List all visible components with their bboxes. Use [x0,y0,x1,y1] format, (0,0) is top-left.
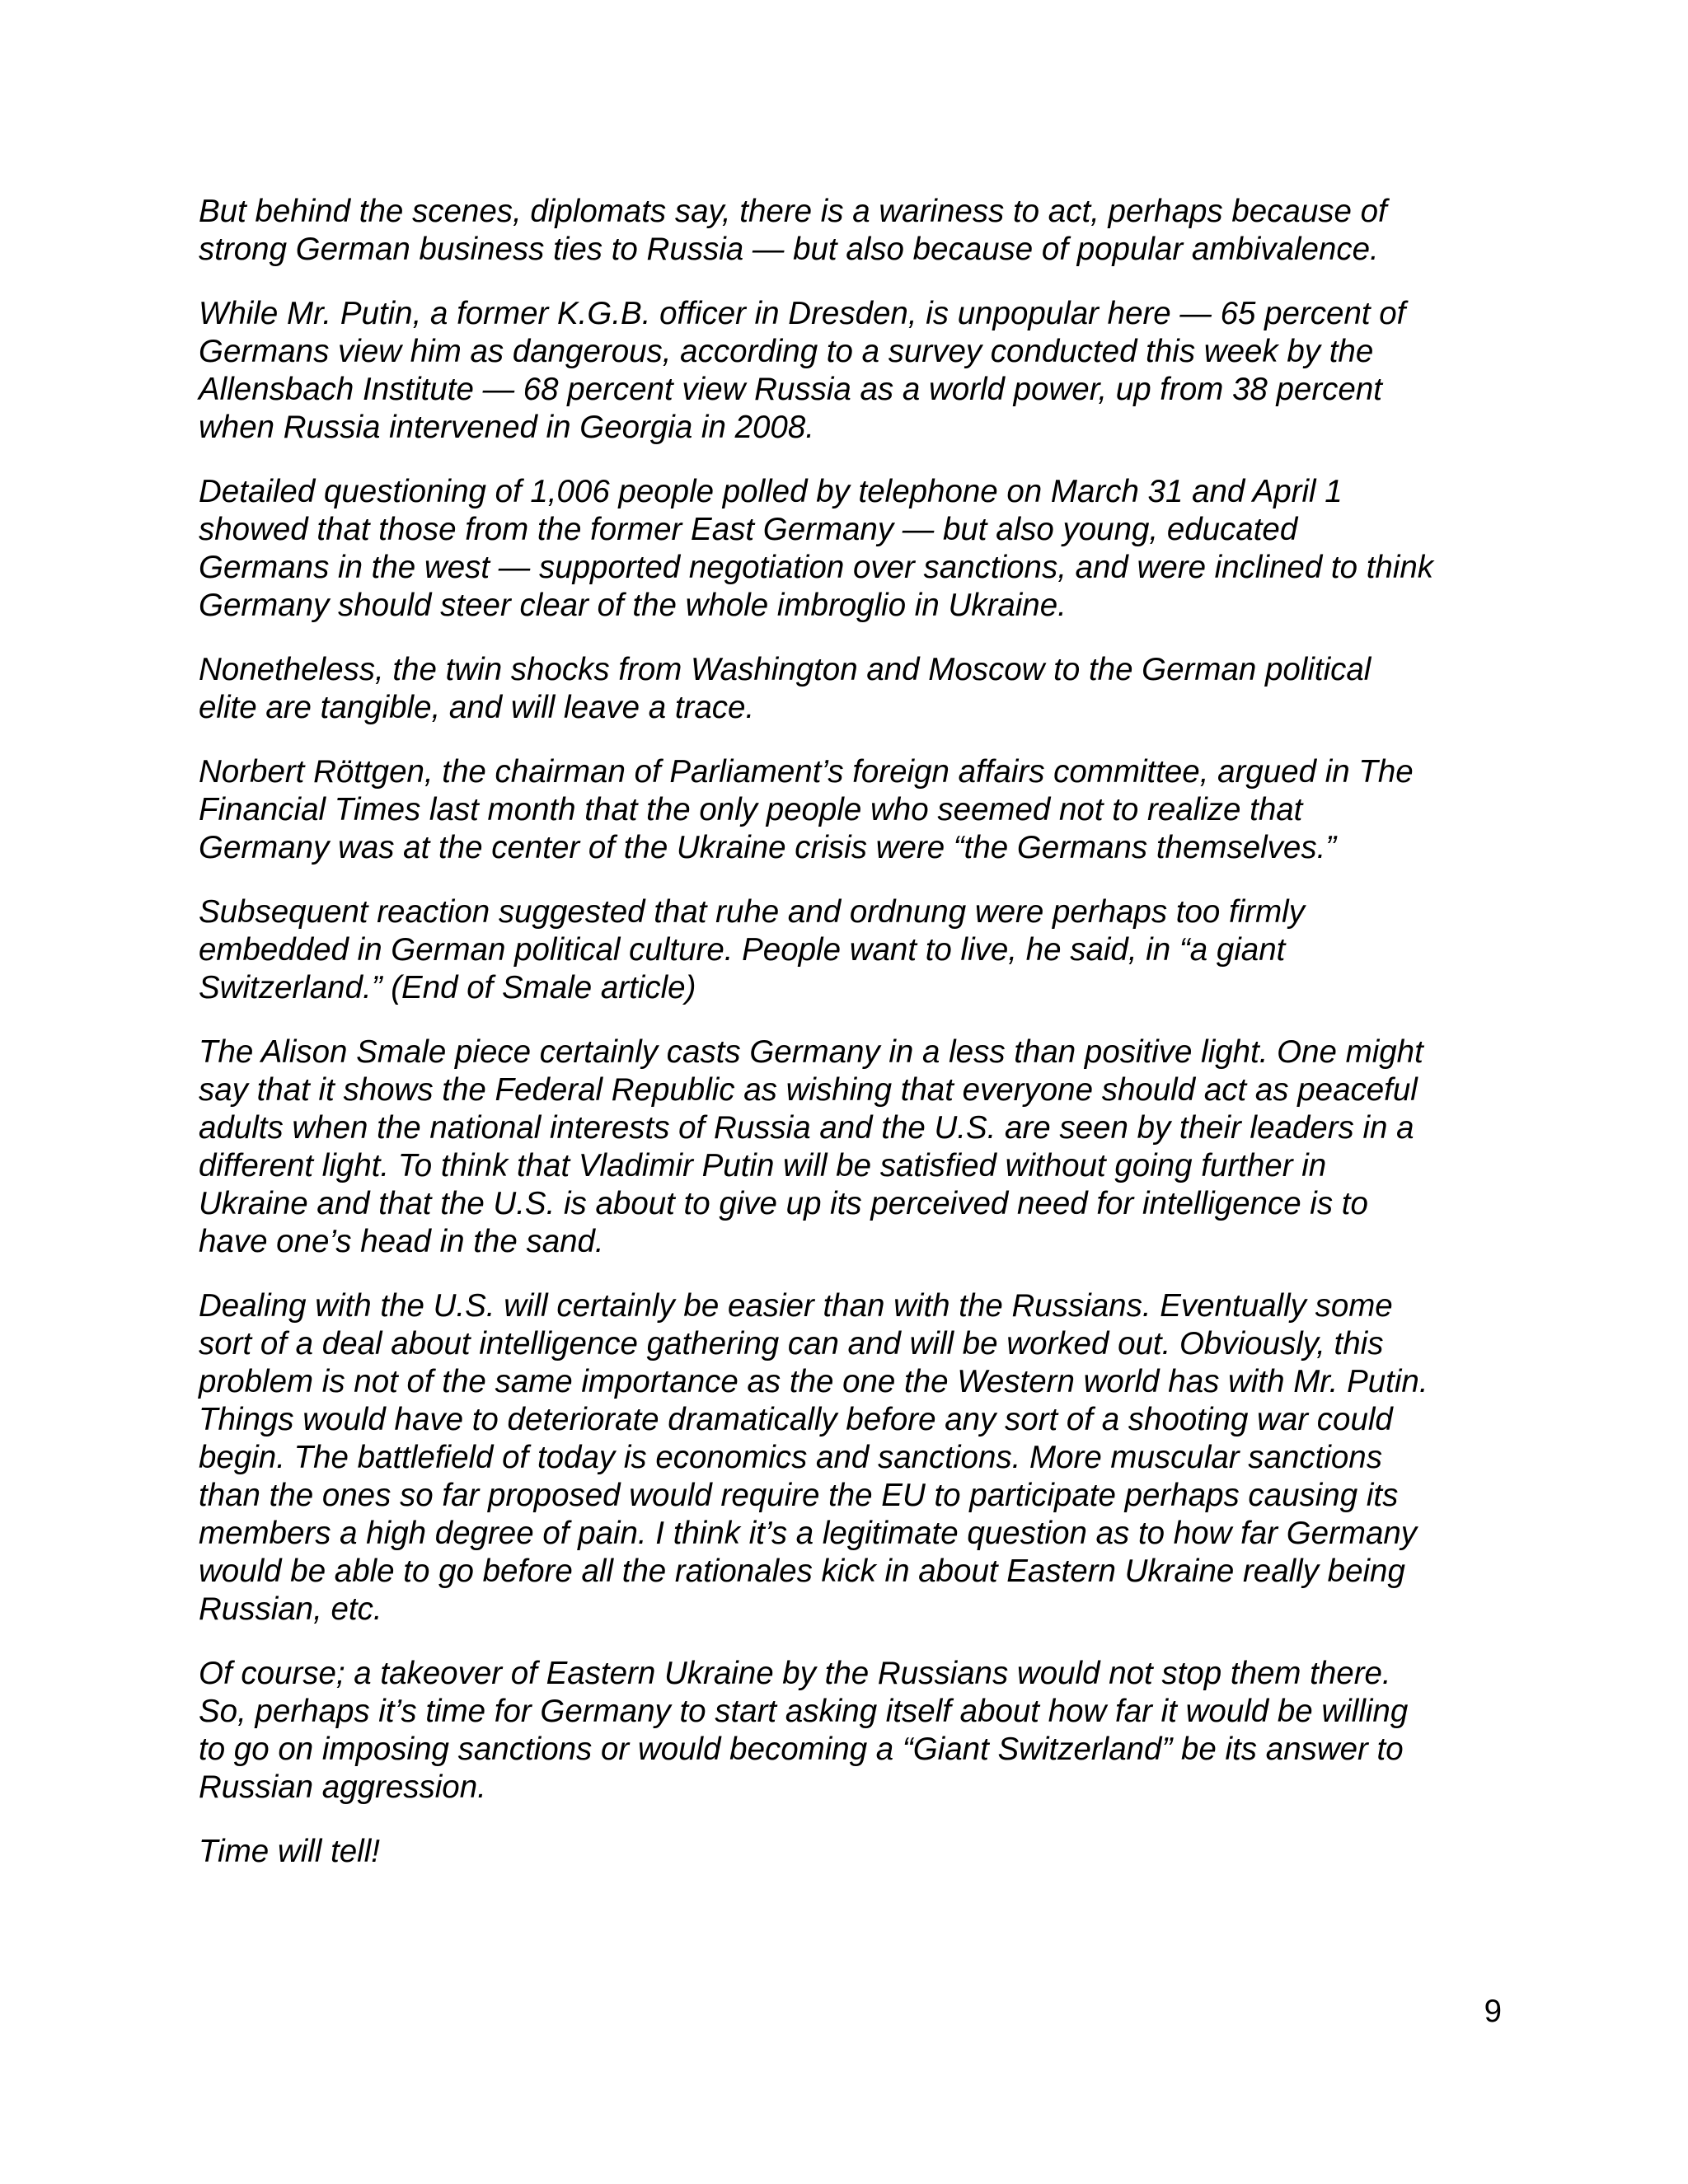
page-number: 9 [1484,1994,1502,2029]
paragraph: Detailed questioning of 1,006 people polled by telephone on March 31 and April 1 showed that those from the former East Germany — but also young, educated Germans in the west — supported negotiation over sanctions, and were inclined to think Germany should steer clear of the whole imbroglio in Ukraine. [199,474,1434,623]
paragraph: Subsequent reaction suggested that ruhe and ordnung were perhaps too firmly embedded in German political culture. People want to live, he said, in “a giant Switzerland.” (End of Smale article) [199,894,1305,1005]
paragraph: But behind the scenes, diplomats say, there is a wariness to act, perhaps because of strong German business ties to Russia — but also because of popular ambivalence. [199,194,1387,267]
document-body [199,193,1493,1897]
paragraph: Nonetheless, the twin shocks from Washington and Moscow to the German political elite are tangible, and will leave a trace. [199,652,1372,725]
paragraph: Time will tell! [199,1834,380,1869]
paragraph: While Mr. Putin, a former K.G.B. officer in Dresden, is unpopular here — 65 percent of Germans view him as dangerous, according to a survey conducted this week by the Allensbach Institute — 68 percent view Russia as a world power, up from 38 percent when Russia intervened in Georgia in 2008. [199,296,1406,445]
paragraph: Dealing with the U.S. will certainly be easier than with the Russians. Eventually some sort of a deal about intelligence gathering can and will be worked out. Obviously, this problem is not of the same importance as the one the Western world has with Mr. Putin. Things would have to deteriorate dramatically before any sort of a shooting war could begin. The battlefield of today is economics and sanctions. More muscular sanctions than the ones so far proposed would require the EU to participate perhaps causing its members a high degree of pain. I think it’s a legitimate question as to how far Germany would be able to go before all the rationales kick in about Eastern Ukraine really being Russian, etc. [199,1288,1428,1627]
paragraph: The Alison Smale piece certainly casts Germany in a less than positive light. One might say that it shows the Federal Republic as wishing that everyone should act as peaceful adults when the national interests of Russia and the U.S. are seen by their leaders in a different light. To think that Vladimir Putin will be satisfied without going further in Ukraine and that the U.S. is about to give up its perceived need for intelligence is to have one’s head in the sand. [199,1034,1423,1259]
paragraph: Of course; a takeover of Eastern Ukraine by the Russians would not stop them there. So, perhaps it’s time for Germany to start asking itself about how far it would be willing to go on imposing sanctions or would becoming a “Giant Switzerland” be its answer to Russian aggression. [199,1656,1409,1805]
paragraph: Norbert Röttgen, the chairman of Parliament’s foreign affairs committee, argued in The Financial Times last month that the only people who seemed not to realize that Germany was at the center of the Ukraine crisis were “the Germans themselves.” [199,754,1414,865]
